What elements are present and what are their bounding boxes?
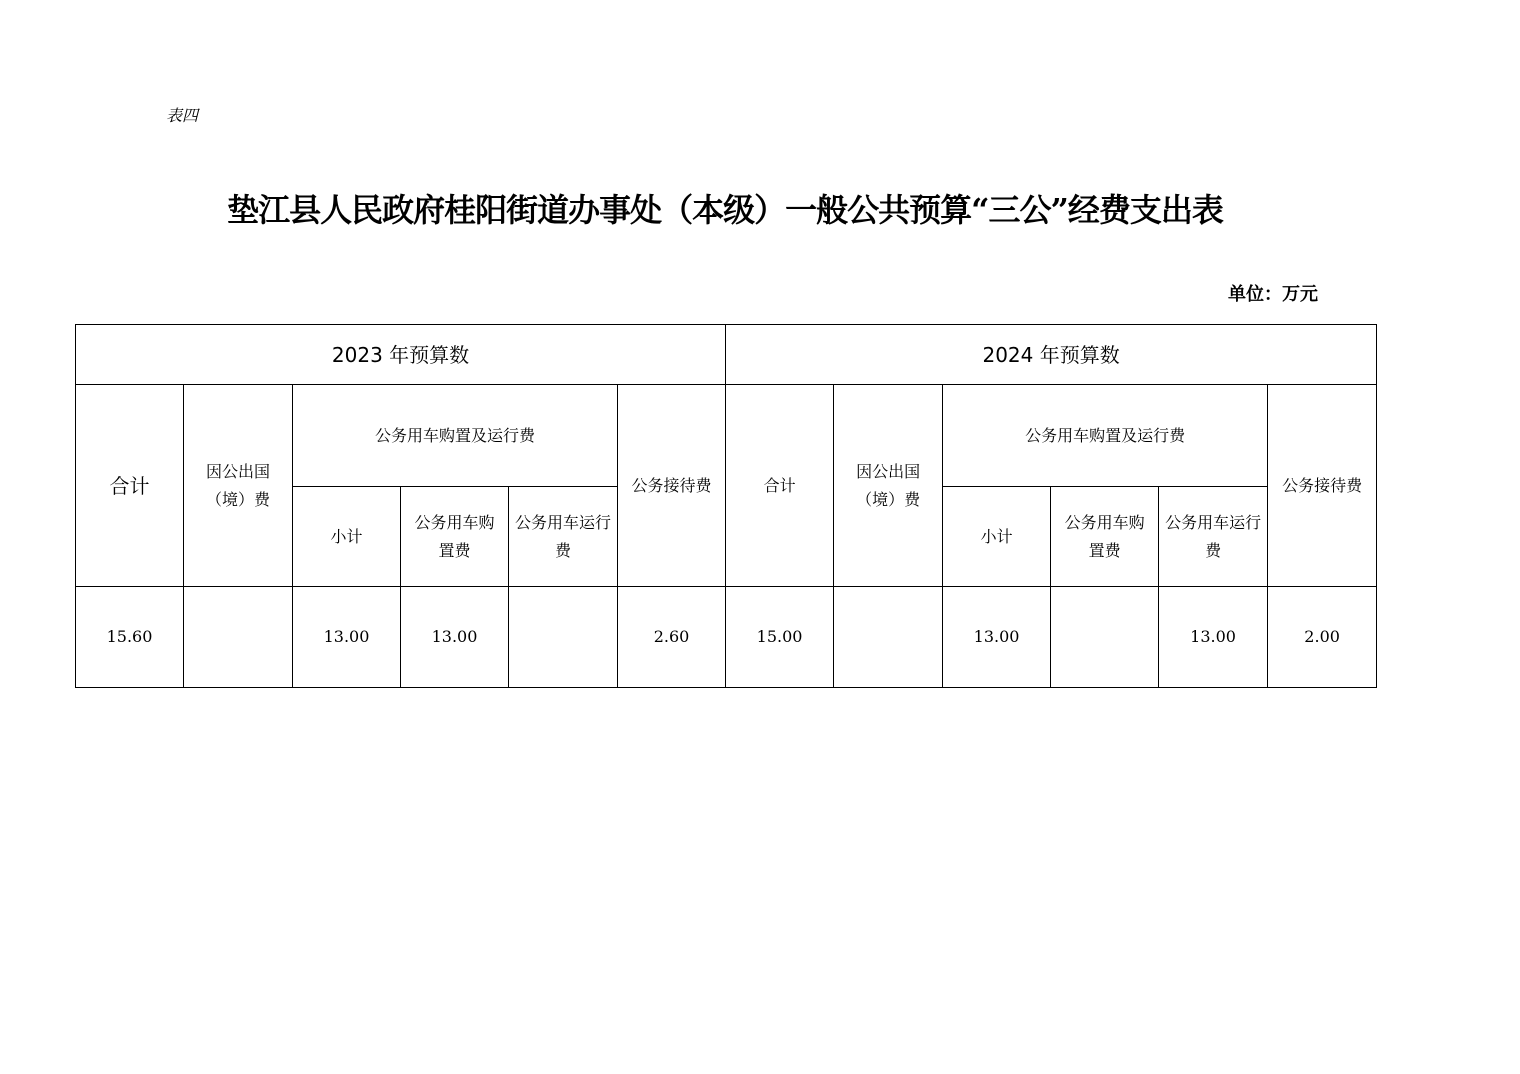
value-2023-abroad xyxy=(184,587,293,688)
three-public-expenses-table xyxy=(75,324,1377,688)
header-2023-reception: 公务接待费 xyxy=(618,385,726,587)
header-2024-vehicle-operation: 公务用车运行费 xyxy=(1159,487,1268,587)
header-2024-abroad: 因公出国（境）费 xyxy=(834,385,943,587)
year-2023-header: 2023 年预算数 xyxy=(76,325,726,385)
value-2024-vehicle-subtotal: 13.00 xyxy=(943,587,1051,688)
value-2024-reception: 2.00 xyxy=(1268,587,1377,688)
value-2024-vehicle-purchase xyxy=(1051,587,1159,688)
value-2023-vehicle-purchase: 13.00 xyxy=(401,587,509,688)
header-2024-reception: 公务接待费 xyxy=(1268,385,1377,587)
header-2024-subtotal: 小计 xyxy=(943,487,1051,587)
header-2023-abroad: 因公出国（境）费 xyxy=(184,385,293,587)
header-2023-vehicle: 公务用车购置及运行费 xyxy=(293,385,618,487)
year-header-row xyxy=(76,325,1377,385)
table-row xyxy=(76,587,1377,688)
value-2023-vehicle-operation xyxy=(509,587,618,688)
header-2023-subtotal: 小计 xyxy=(293,487,401,587)
document-title: 垫江县人民政府桂阳街道办事处（本级）一般公共预算“三公”经费支出表 xyxy=(227,191,1223,229)
value-2024-abroad xyxy=(834,587,943,688)
table-number-label: 表四 xyxy=(166,106,199,125)
value-2024-vehicle-operation: 13.00 xyxy=(1159,587,1268,688)
header-2024-vehicle-purchase: 公务用车购置费 xyxy=(1051,487,1159,587)
header-2023-total: 合计 xyxy=(76,385,184,587)
category-header-row xyxy=(76,385,1377,487)
value-2023-vehicle-subtotal: 13.00 xyxy=(293,587,401,688)
value-2023-reception: 2.60 xyxy=(618,587,726,688)
header-2024-total: 合计 xyxy=(726,385,834,587)
year-2024-header: 2024 年预算数 xyxy=(726,325,1377,385)
header-2024-vehicle: 公务用车购置及运行费 xyxy=(943,385,1268,487)
header-2023-vehicle-operation: 公务用车运行费 xyxy=(509,487,618,587)
value-2024-total: 15.00 xyxy=(726,587,834,688)
value-2023-total: 15.60 xyxy=(76,587,184,688)
header-2023-vehicle-purchase: 公务用车购置费 xyxy=(401,487,509,587)
unit-label: 单位：万元 xyxy=(1228,284,1318,305)
